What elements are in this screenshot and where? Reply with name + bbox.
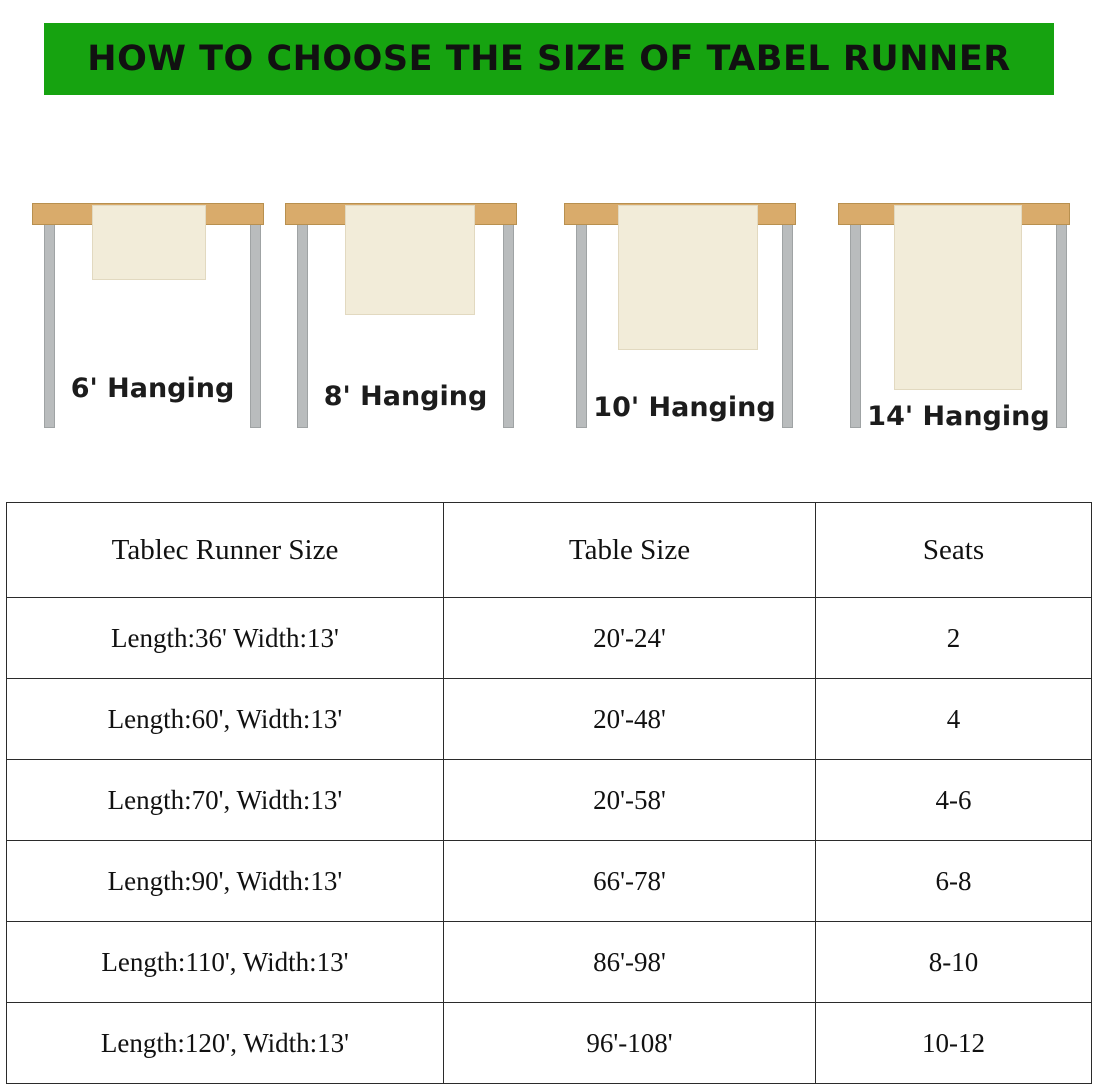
cell-runner-size: Length:60', Width:13' [7,679,444,760]
cell-runner-size: Length:90', Width:13' [7,841,444,922]
size-chart-table [6,502,1092,1084]
illustration-label-1: 6' Hanging [70,373,235,404]
table-row [7,679,1092,760]
table-row [7,760,1092,841]
table-leg-left-icon [850,223,861,428]
cell-seats: 4 [816,679,1092,760]
table-figure-6ft [30,185,275,450]
cell-seats: 10-12 [816,1003,1092,1084]
illustration-label-4: 14' Hanging [867,401,1050,432]
illustration-label-2: 8' Hanging [323,381,488,412]
table-body [7,598,1092,1084]
column-header-table-size: Table Size [444,503,816,598]
header-banner [44,23,1054,95]
table-row [7,922,1092,1003]
cell-table-size: 20'-24' [444,598,816,679]
cell-table-size: 96'-108' [444,1003,816,1084]
column-header-seats: Seats [816,503,1092,598]
illustration-row [0,185,1097,455]
table-row [7,841,1092,922]
cell-runner-size: Length:110', Width:13' [7,922,444,1003]
table-leg-right-icon [1056,223,1067,428]
cell-seats: 2 [816,598,1092,679]
table-figure-8ft [283,185,528,450]
cell-table-size: 66'-78' [444,841,816,922]
cell-table-size: 20'-48' [444,679,816,760]
table-row [7,1003,1092,1084]
cell-seats: 6-8 [816,841,1092,922]
cell-runner-size: Length:120', Width:13' [7,1003,444,1084]
table-header-row [7,503,1092,598]
table-row [7,598,1092,679]
runner-cloth-icon [618,205,758,350]
page-title: HOW TO CHOOSE THE SIZE OF TABEL RUNNER [87,39,1011,79]
cell-runner-size: Length:36' Width:13' [7,598,444,679]
illustration-label-3: 10' Hanging [593,392,776,423]
cell-runner-size: Length:70', Width:13' [7,760,444,841]
table-figure-14ft [836,185,1081,450]
runner-cloth-icon [92,205,206,280]
cell-seats: 4-6 [816,760,1092,841]
table-figure-10ft [562,185,807,450]
cell-seats: 8-10 [816,922,1092,1003]
cell-table-size: 86'-98' [444,922,816,1003]
cell-table-size: 20'-58' [444,760,816,841]
column-header-runner-size: Tablec Runner Size [7,503,444,598]
runner-cloth-icon [345,205,475,315]
runner-cloth-icon [894,205,1022,390]
